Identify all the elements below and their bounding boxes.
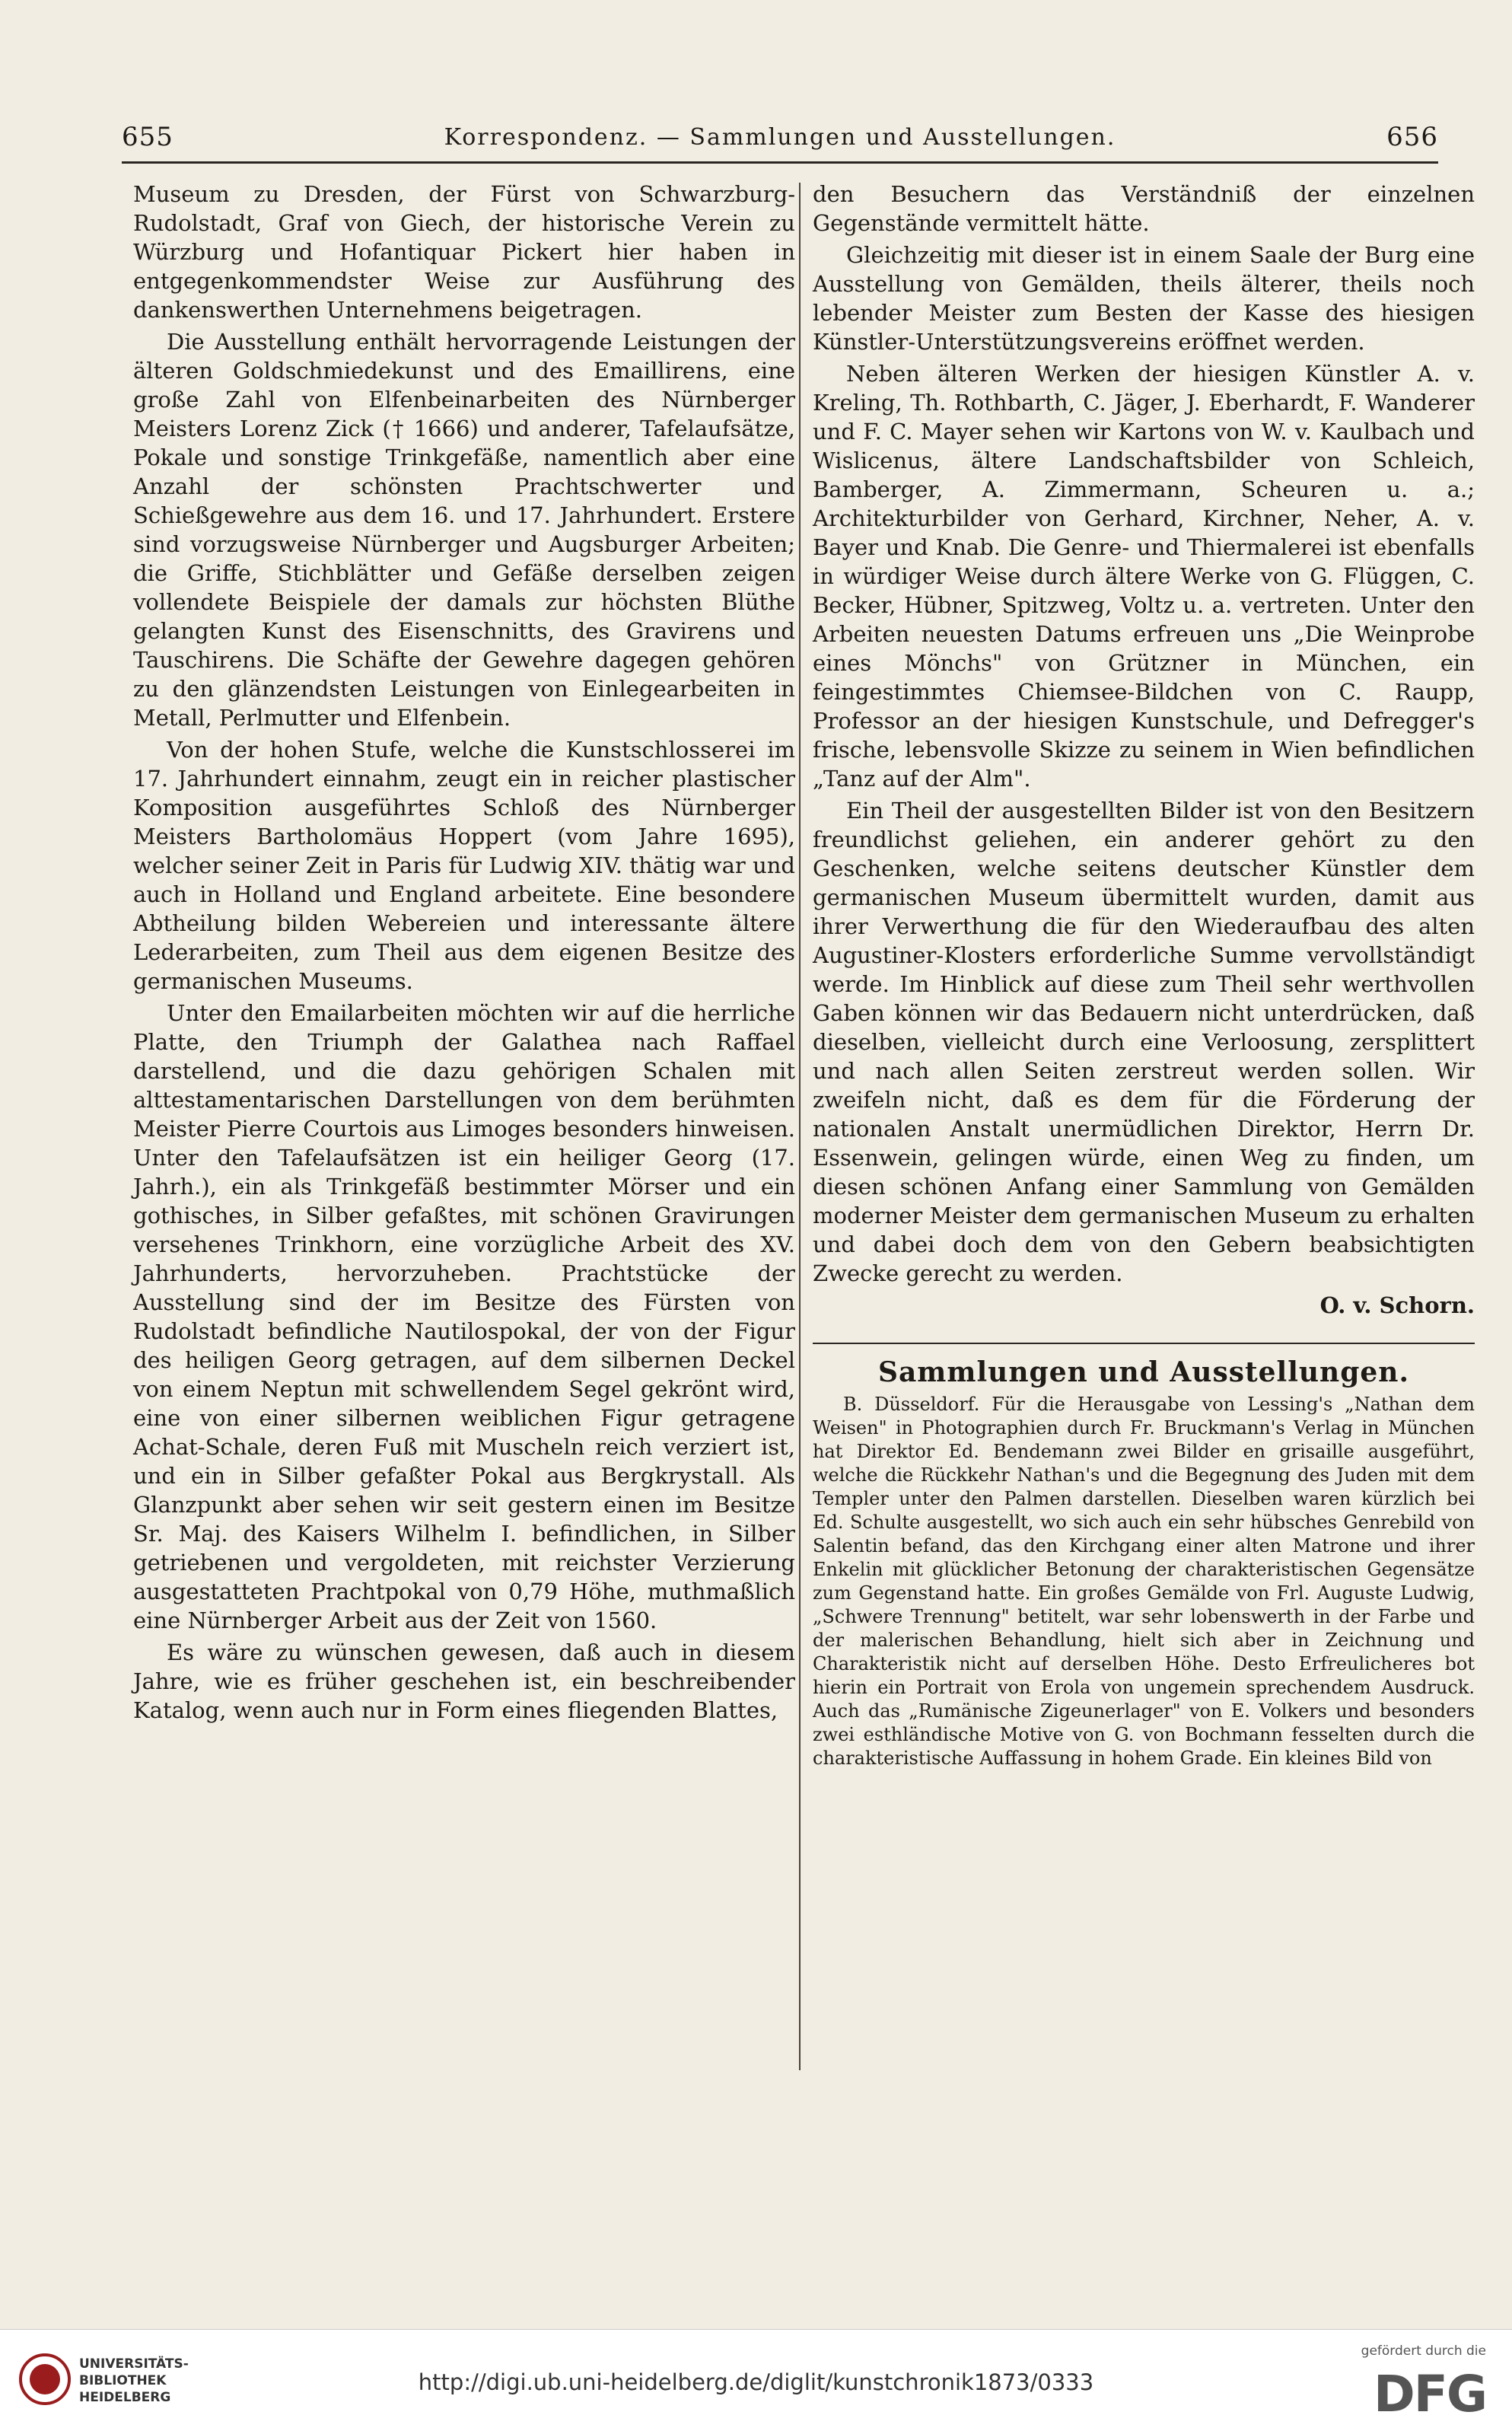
section-rule bbox=[813, 1343, 1475, 1344]
paragraph: Gleichzeitig mit dieser ist in einem Saale der Burg eine Ausstellung von Gemälden, theils älterer, theils noch lebender Meister zum Besten der Kasse des hiesigen Künstler-Unterstützungsvereins eröffnet werden. bbox=[813, 242, 1475, 355]
paragraph: den Besuchern das Verständniß der einzelnen Gegenstände vermittelt hätte. bbox=[813, 181, 1475, 236]
header-rule bbox=[122, 161, 1438, 164]
paragraph: Unter den Emailarbeiten möchten wir auf die herrliche Platte, den Triumph der Galathea nach Raffael darstellend, und die dazu gehörigen Schalen mit alttestamentarischen Darstellungen von dem berühmten Meister Pierre Courtois aus Limoges besonders hinweisen. Unter den Tafelaufsätzen ist ein heiliger Georg (17. Jahrh.), ein als Trinkgefäß bestimmter Mörser und ein gothisches, in Silber gefaßtes, mit schönen Gravirungen versehenes Trinkhorn, eine vorzügliche Arbeit des XV. Jahrhunderts, hervorzuheben. Prachtstücke der Ausstellung sind der im Besitze des Fürsten von Rudolstadt befindliche Nautilospokal, der von der Figur des heiligen Georg getragen, auf dem silbernen Deckel von einem Neptun mit schwellendem Segel gekrönt wird, eine von einer silbernen weiblichen Figur getragene Achat-Schale, deren Fuß mit Muscheln reich verziert ist, und ein in Silber gefaßter Pokal aus Bergkrystall. Als Glanzpunkt aber sehen wir seit gestern einen im Besitze Sr. Maj. des Kaisers Wilhelm I. befindlichen, in Silber getriebenen und vergoldeten, mit reichster Verzierung ausgestatteten Prachtpokal von 0,79 Höhe, muthmaßlich eine Nürnberger Arbeit aus der Zeit von 1560. bbox=[133, 1000, 795, 1633]
column-divider bbox=[799, 183, 801, 2070]
paragraph: Museum zu Dresden, der Fürst von Schwarzburg-Rudolstadt, Graf von Giech, der historische Verein zu Würzburg und Hofantiquar Pickert hier haben in entgegenkommendster Weise zur Ausführung des dankenswerthen Unternehmens beigetragen. bbox=[133, 181, 795, 323]
funding-note: gefördert durch die bbox=[1361, 2343, 1486, 2359]
author-signature: O. v. Schorn. bbox=[1319, 1292, 1475, 1318]
paragraph: B. Düsseldorf. Für die Herausgabe von Lessing's „Nathan dem Weisen" in Photographien durch Fr. Bruckmann's Verlag in München hat Direktor Ed. Bendemann zwei Bilder en grisaille ausgeführt, welche die Rückkehr Nathan's und die Begegnung des Juden mit dem Templer unter den Palmen darstellen. Dieselben waren kürzlich bei Ed. Schulte ausgestellt, wo sich auch ein sehr hübsches Genrebild von Salentin befand, das den Kirchgang einer alten Matrone und ihrer Enkelin mit glücklicher Betonung der charakteristischen Gegensätze zum Gegenstand hatte. Ein großes Gemälde von Frl. Auguste Ludwig, „Schwere Trennung" betitelt, war sehr lobenswerth in der Farbe und der malerischen Behandlung, hielt sich aber in Zeichnung und Charakteristik nicht auf derselben Höhe. Desto Erfreulicheres bot hierin ein Portrait von Erola von ungemein sprechendem Ausdruck. Auch das „Rumänische Zigeunerlager" von E. Volkers und besonders zwei esthländische Motive von G. von Bochmann fesselten durch die charakteristische Auffassung in hohem Grade. Ein kleines Bild von bbox=[813, 1394, 1475, 1769]
right-column bbox=[813, 180, 1475, 1773]
paragraph: Es wäre zu wünschen gewesen, daß auch in diesem Jahre, wie es früher geschehen ist, ein beschreibender Katalog, wenn auch nur in Form eines fliegenden Blattes, bbox=[133, 1639, 795, 1723]
page-number-right: 656 bbox=[1386, 122, 1438, 152]
page-number-left: 655 bbox=[122, 122, 173, 152]
dfg-logo: DFG bbox=[1373, 2365, 1486, 2423]
paragraph: Neben älteren Werken der hiesigen Künstler A. v. Kreling, Th. Rothbarth, C. Jäger, J. Eberhardt, F. Wanderer und F. C. Mayer sehen wir Kartons von W. v. Kaulbach und Wislicenus, ältere Landschaftsbilder von Schleich, Bamberger, A. Zimmermann, Scheuren u. a.; Architekturbilder von Gerhard, Kirchner, Neher, A. v. Bayer und Knab. Die Genre- und Thiermalerei ist ebenfalls in würdiger Weise durch ältere Werke von G. Flüggen, C. Becker, Hübner, Spitzweg, Voltz u. a. vertreten. Unter den Arbeiten neuesten Datums erfreuen uns „Die Weinprobe eines Mönchs" von Grützner in München, ein feingestimmtes Chiemsee-Bildchen von C. Raupp, Professor an der hiesigen Kunstschule, und Defregger's frische, lebensvolle Skizze zu seinem in Wien befindlichen „Tanz auf der Alm". bbox=[813, 361, 1475, 792]
digitization-footer bbox=[0, 2329, 1512, 2431]
running-title: Korrespondenz. — Sammlungen und Ausstellungen. bbox=[444, 123, 1116, 151]
paragraph: Die Ausstellung enthält hervorragende Leistungen der älteren Goldschmiedekunst und des Emaillirens, eine große Zahl von Elfenbeinarbeiten des Nürnberger Meisters Lorenz Zick († 1666) und anderer, Tafelaufsätze, Pokale und sonstige Trinkgefäße, namentlich aber eine Anzahl der schönsten Prachtschwerter und Schießgewehre aus dem 16. und 17. Jahrhundert. Erstere sind vorzugsweise Nürnberger und Augsburger Arbeiten; die Griffe, Stichblätter und Gefäße derselben zeigen vollendete Beispiele der damals zur höchsten Blüthe gelangten Kunst des Eisenschnitts, des Gravirens und Tauschirens. Die Schäfte der Gewehre dagegen gehören zu den glänzendsten Leistungen von Einlegearbeiten in Metall, Perlmutter und Elfenbein. bbox=[133, 329, 795, 731]
paragraph: Von der hohen Stufe, welche die Kunstschlosserei im 17. Jahrhundert einnahm, zeugt ein in reicher plastischer Komposition ausgeführtes Schloß des Nürnberger Meisters Bartholomäus Hoppert (vom Jahre 1695), welcher seiner Zeit in Paris für Ludwig XIV. thätig war und auch in Holland und England arbeitete. Eine besondere Abtheilung bilden Webereien und interessante ältere Lederarbeiten, zum Theil aus dem eigenen Besitze des germanischen Museums. bbox=[133, 737, 795, 994]
section-heading: Sammlungen und Ausstellungen. bbox=[877, 1356, 1410, 1388]
left-column bbox=[133, 180, 795, 1728]
paragraph: Ein Theil der ausgestellten Bilder ist von den Besitzern freundlichst geliehen, ein anderer gehört zu den Geschenken, welche seitens deutscher Künstler dem germanischen Museum übermittelt wurden, damit aus ihrer Verwerthung die für den Wiederaufbau des alten Augustiner-Klosters erforderliche Summe vervollständigt werde. Im Hinblick auf diese zum Theil sehr werthvollen Gaben können wir das Bedauern nicht unterdrücken, daß dieselben, vielleicht durch eine Verloosung, zersplittert und nach allen Seiten zerstreut werden sollen. Wir zweifeln nicht, daß es dem für die Förderung der nationalen Anstalt unermüdlichen Direktor, Herrn Dr. Essenwein, gelingen würde, einen Weg zu finden, um diesen schönen Anfang einer Sammlung von Gemälden moderner Meister dem germanischen Museum zu erhalten und dabei doch dem von den Gebern beabsichtigten Zwecke gerecht zu werden. bbox=[813, 798, 1475, 1286]
section-body bbox=[813, 1393, 1475, 1770]
source-url-link[interactable]: http://digi.ub.uni-heidelberg.de/diglit/kunstchronik1873/0333 bbox=[418, 2369, 1094, 2395]
page-header bbox=[122, 114, 1438, 160]
library-name: UNIVERSITÄTS- BIBLIOTHEK HEIDELBERG bbox=[79, 2356, 189, 2405]
